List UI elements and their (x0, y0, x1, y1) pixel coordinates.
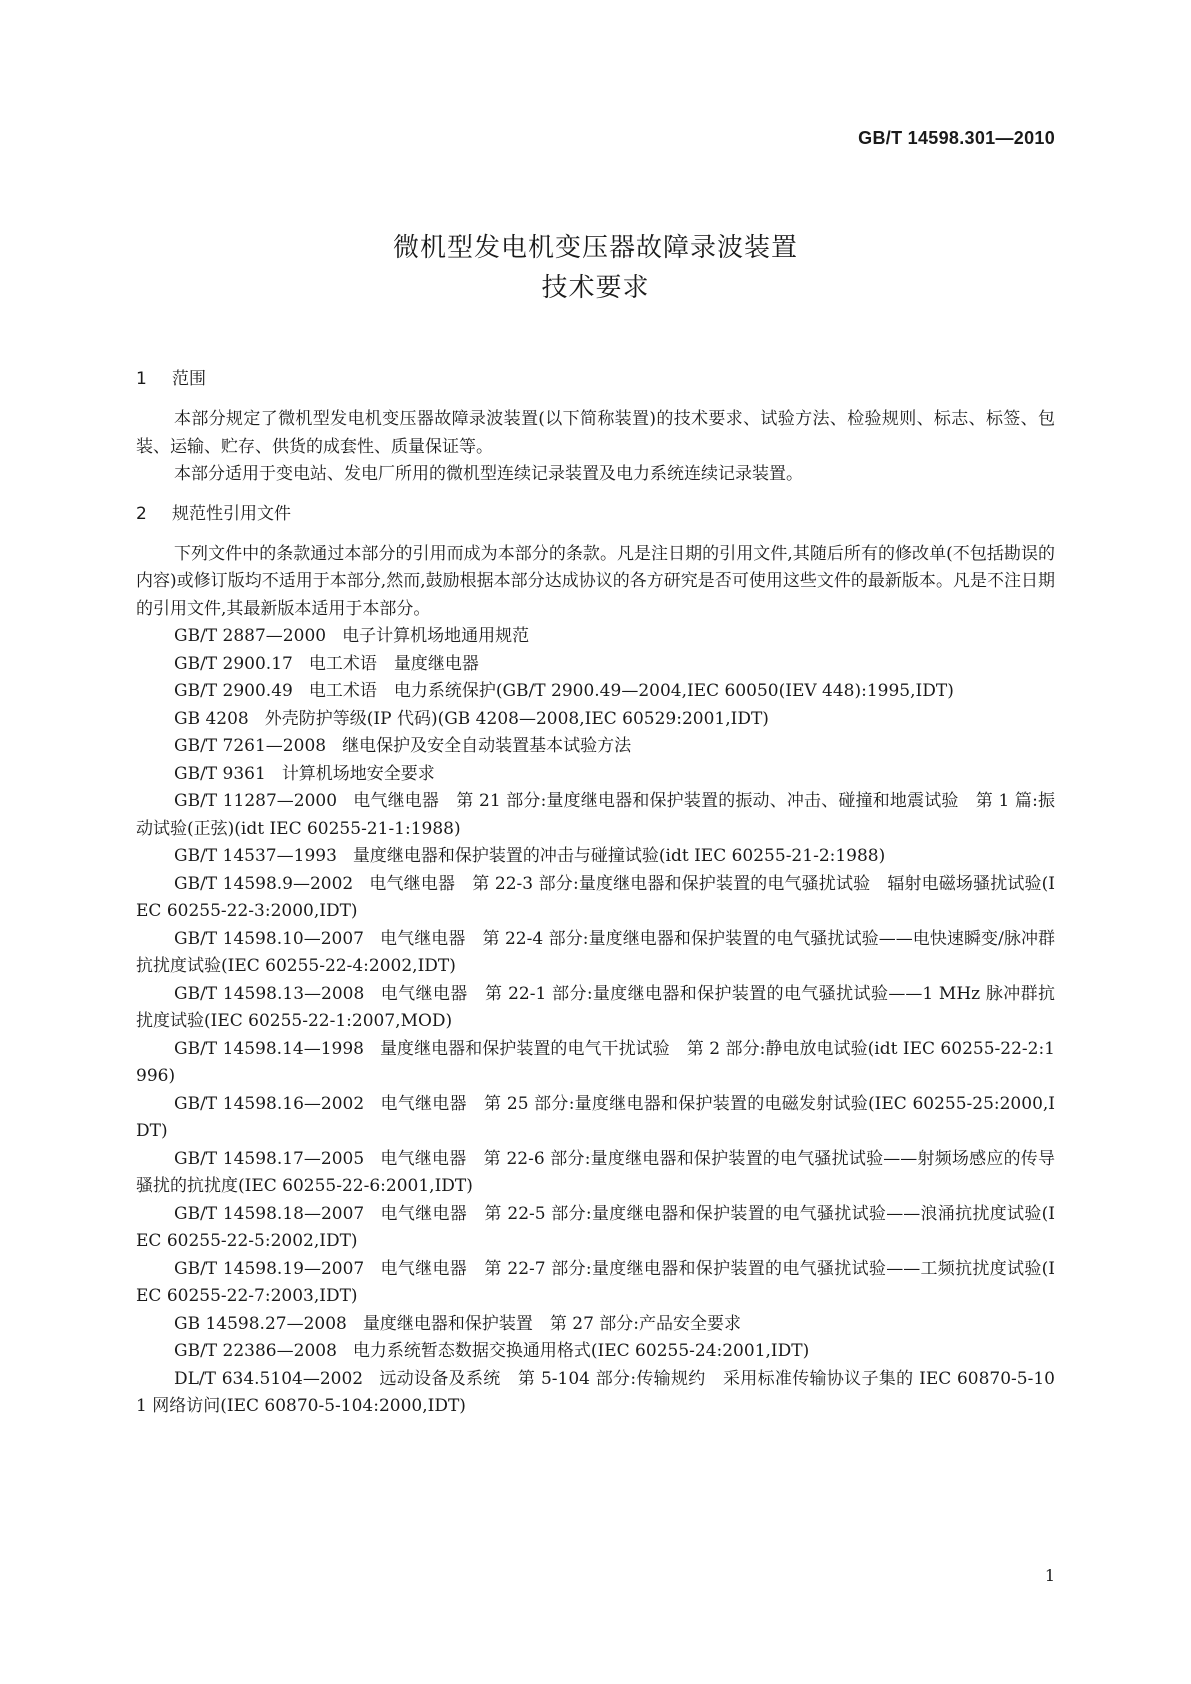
reference-code: GB/T 14598.14—1998 (174, 1038, 364, 1059)
reference-title: 外壳防护等级(IP 代码)(GB 4208—2008,IEC 60529:2001,IDT) (264, 708, 769, 729)
reference-item (136, 706, 1055, 734)
reference-code: GB/T 2887—2000 (174, 626, 327, 646)
reference-item (136, 651, 1055, 679)
reference-title: 量度继电器和保护装置的冲击与碰撞试验(idt IEC 60255-21-2:1988) (352, 846, 886, 866)
section-2-intro: 下列文件中的条款通过本部分的引用而成为本部分的条款。凡是注日期的引用文件,其随后所有的修改单(不包括勘误的内容)或修订版均不适用于本部分,然而,鼓励根据本部分达成协议的各方研究是否可使用这些文件的最新版本。凡是不注日期的引用文件,其最新版本适用于本部分。 (136, 543, 1055, 619)
reference-code: GB/T 14598.19—2007 (174, 1258, 365, 1279)
reference-item (136, 1338, 1055, 1366)
reference-code: GB/T 14598.17—2005 (174, 1148, 365, 1169)
reference-code: GB/T 11287—2000 (174, 791, 338, 811)
reference-title: 量度继电器和保护装置的电气干扰试验 第 2 部分:静电放电试验(idt IEC 60255-22-2:1996) (136, 1038, 1055, 1086)
reference-code: GB/T 2900.17 (174, 653, 293, 674)
section-1-title: 范围 (172, 369, 206, 389)
reference-item (136, 926, 1055, 981)
reference-title: 继电保护及安全自动装置基本试验方法 (342, 736, 632, 756)
reference-title: 电气继电器 第 22-7 部分:量度继电器和保护装置的电气骚扰试验——工频抗扰度试验(IEC 60255-22-7:2003,IDT) (136, 1258, 1055, 1306)
reference-title: 量度继电器和保护装置 第 27 部分:产品安全要求 (362, 1313, 742, 1334)
reference-item (136, 1201, 1055, 1256)
reference-code: DL/T 634.5104—2002 (174, 1368, 364, 1389)
reference-code: GB/T 14537—1993 (174, 846, 337, 866)
reference-title: 电气继电器 第 22-4 部分:量度继电器和保护装置的电气骚扰试验——电快速瞬变/脉冲群抗扰度试验(IEC 60255-22-4:2002,IDT) (136, 928, 1056, 976)
title-line-2: 技术要求 (541, 273, 650, 303)
reference-title: 电子计算机场地通用规范 (342, 626, 530, 646)
reference-title: 电气继电器 第 22-3 部分:量度继电器和保护装置的电气骚扰试验 辐射电磁场骚扰试验(IEC 60255-22-3:2000,IDT) (136, 873, 1055, 921)
section-2-title: 规范性引用文件 (172, 503, 291, 524)
reference-title: 电气继电器 第 22-5 部分:量度继电器和保护装置的电气骚扰试验——浪涌抗扰度试验(IEC 60255-22-5:2002,IDT) (136, 1203, 1055, 1251)
reference-item (136, 788, 1055, 843)
reference-item (136, 981, 1055, 1036)
reference-code: GB/T 14598.10—2007 (174, 928, 364, 949)
reference-code: GB/T 14598.9—2002 (174, 873, 354, 894)
reference-item (136, 1311, 1055, 1339)
reference-item (136, 1091, 1055, 1146)
section-2-heading (136, 501, 1055, 527)
section-1-number: 1 (136, 369, 147, 389)
reference-title: 电气继电器 第 25 部分:量度继电器和保护装置的电磁发射试验(IEC 60255-25:2000,IDT) (136, 1093, 1056, 1141)
reference-code: GB/T 9361 (174, 763, 266, 784)
reference-title: 电工术语 量度继电器 (308, 653, 479, 674)
title-line-1: 微机型发电机变压器故障录波装置 (392, 233, 798, 263)
reference-item (136, 1256, 1055, 1311)
standard-code: GB/T 14598.301—2010 (858, 128, 1055, 148)
document-title (0, 228, 1191, 308)
section-1-paragraph: 本部分规定了微机型发电机变压器故障录波装置(以下简称装置)的技术要求、试验方法、检验规则、标志、标签、包装、运输、贮存、供货的成套性、质量保证等。 (136, 409, 1055, 457)
reference-item (136, 623, 1055, 651)
reference-item (136, 1036, 1055, 1091)
reference-code: GB/T 22386—2008 (174, 1341, 337, 1361)
reference-title: 电气继电器 第 21 部分:量度继电器和保护装置的振动、冲击、碰撞和地震试验 第 1 篇:振动试验(正弦)(idt IEC 60255-21-1:1988) (136, 791, 1055, 839)
reference-list (136, 623, 1055, 1421)
reference-code: GB/T 14598.13—2008 (174, 983, 365, 1004)
reference-title: 电气继电器 第 22-1 部分:量度继电器和保护装置的电气骚扰试验——1 MHz 脉冲群抗扰度试验(IEC 60255-22-1:2007,MOD) (136, 983, 1056, 1031)
reference-title: 电力系统暂态数据交换通用格式(IEC 60255-24:2001,IDT) (352, 1341, 810, 1361)
reference-title: 远动设备及系统 第 5-104 部分:传输规约 采用标准传输协议子集的 IEC 60870-5-101 网络访问(IEC 60870-5-104:2000,IDT) (136, 1368, 1055, 1416)
reference-code: GB/T 14598.18—2007 (174, 1203, 365, 1224)
reference-item (136, 761, 1055, 789)
reference-code: GB/T 7261—2008 (174, 736, 327, 756)
reference-code: GB/T 2900.49 (174, 681, 293, 701)
reference-item (136, 1146, 1055, 1201)
section-1-heading (136, 366, 1055, 392)
document-body (136, 366, 1055, 1421)
reference-title: 计算机场地安全要求 (281, 763, 435, 784)
reference-item (136, 733, 1055, 761)
reference-item (136, 1366, 1055, 1421)
reference-code: GB 14598.27—2008 (174, 1313, 347, 1334)
section-2-number: 2 (136, 503, 147, 524)
reference-item (136, 843, 1055, 871)
reference-title: 电工术语 电力系统保护(GB/T 2900.49—2004,IEC 60050(IEV 448):1995,IDT) (308, 681, 954, 701)
section-1-paragraph: 本部分适用于变电站、发电厂所用的微机型连续记录装置及电力系统连续记录装置。 (174, 464, 803, 484)
reference-title: 电气继电器 第 22-6 部分:量度继电器和保护装置的电气骚扰试验——射频场感应的传导骚扰的抗扰度(IEC 60255-22-6:2001,IDT) (136, 1148, 1055, 1196)
reference-code: GB 4208 (174, 708, 249, 729)
page-number: 1 (1044, 1566, 1055, 1585)
reference-item (136, 871, 1055, 926)
reference-item (136, 678, 1055, 706)
reference-code: GB/T 14598.16—2002 (174, 1093, 365, 1114)
